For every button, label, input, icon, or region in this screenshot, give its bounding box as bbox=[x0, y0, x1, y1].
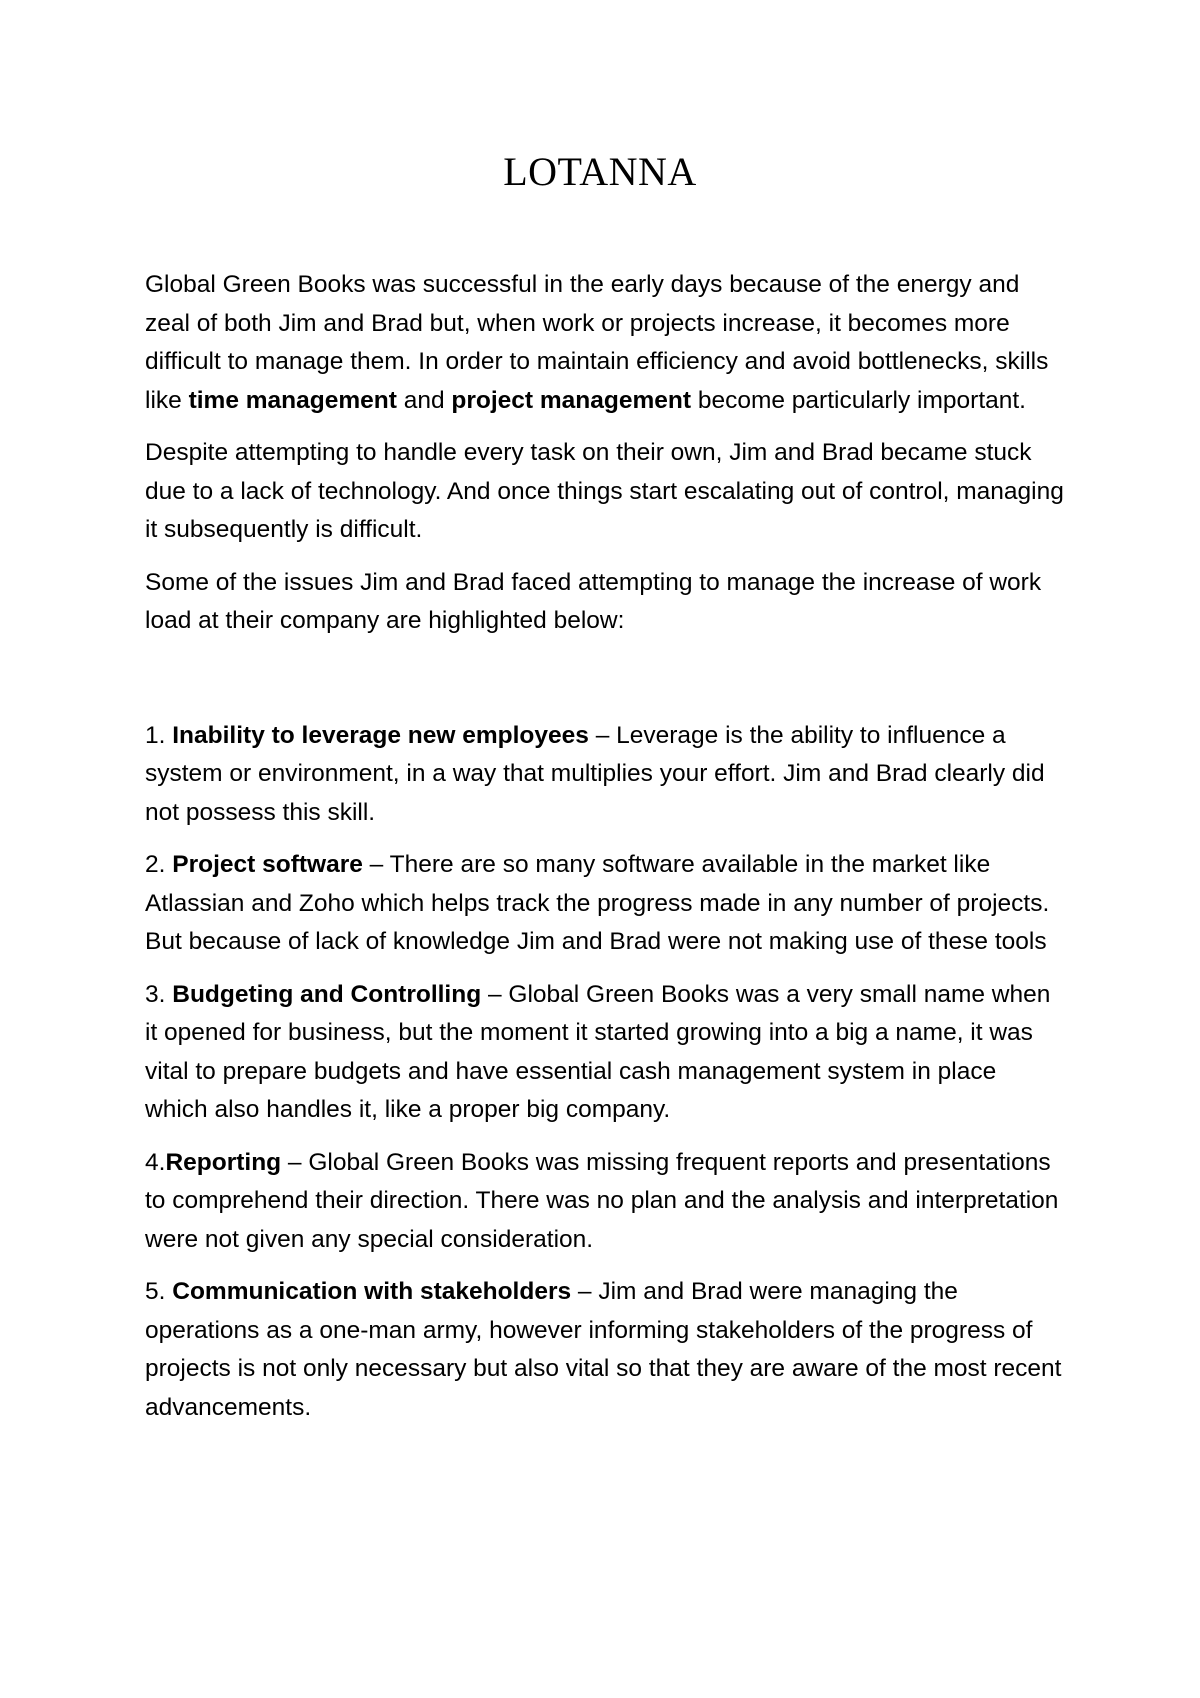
item-number: 3. bbox=[145, 980, 173, 1008]
intro-end: become particularly important. bbox=[691, 386, 1026, 414]
item-heading: Project software bbox=[172, 851, 363, 878]
item-number: 1. bbox=[145, 721, 173, 749]
paragraph-issues-lead: Some of the issues Jim and Brad faced attempting to manage the increase of work load at their company are highlighted below: bbox=[145, 568, 1042, 634]
item-heading: Reporting bbox=[165, 1148, 282, 1176]
item-text: – Global Green Books was a very small name when it opened for business, but the moment it started growing into a big a name, it was vital to prepare budgets and have essential cash management system in place which also handles it, like a proper big company. bbox=[145, 980, 1051, 1123]
list-item bbox=[145, 846, 1065, 962]
intro-mid: and bbox=[396, 386, 452, 414]
document-body bbox=[145, 266, 1065, 1441]
list-item bbox=[145, 717, 1065, 833]
bold-time-management: time management bbox=[188, 386, 397, 414]
paragraph-intro bbox=[145, 266, 1065, 420]
item-heading: Communication with stakeholders bbox=[172, 1278, 572, 1305]
paragraph-technology: Despite attempting to handle every task on their own, Jim and Brad became stuck due to a lack of technology. And once things start escalating out of control, managing it subsequently is difficult. bbox=[145, 439, 1064, 543]
list-item bbox=[145, 976, 1065, 1130]
item-heading: Inability to leverage new employees bbox=[172, 721, 589, 749]
document-title: LOTANNA bbox=[503, 149, 697, 194]
item-text: – Leverage is the ability to influence a system or environment, in a way that multiplies your effort. Jim and Brad clearly did not possess this skill. bbox=[145, 721, 1045, 826]
list-item bbox=[145, 1144, 1065, 1260]
spacer bbox=[145, 655, 1065, 717]
item-number: 4. bbox=[145, 1148, 166, 1176]
intro-text: Global Green Books was successful in the early days because of the energy and zeal of both Jim and Brad but, when work or projects increase, it becomes more difficult to manage them. In order to maintain efficiency and avoid bottlenecks, skills like bbox=[145, 271, 1049, 414]
item-heading: Budgeting and Controlling bbox=[172, 980, 482, 1008]
item-text: – There are so many software available in the market like Atlassian and Zoho which helps track the progress made in any number of projects. But because of lack of knowledge Jim and Brad were not making use of these tools bbox=[145, 851, 1050, 955]
list-item bbox=[145, 1273, 1065, 1427]
bold-project-management: project management bbox=[451, 386, 692, 414]
item-text: – Jim and Brad were managing the operations as a one-man army, however informing stakeholders of the progress of projects is not only necessary but also vital so that they are aware of the most recent advancements. bbox=[145, 1278, 1062, 1421]
item-number: 5. bbox=[145, 1278, 173, 1305]
item-text: – Global Green Books was missing frequent reports and presentations to comprehend their direction. There was no plan and the analysis and interpretation were not given any special consideration. bbox=[145, 1148, 1059, 1253]
item-number: 2. bbox=[145, 851, 173, 878]
